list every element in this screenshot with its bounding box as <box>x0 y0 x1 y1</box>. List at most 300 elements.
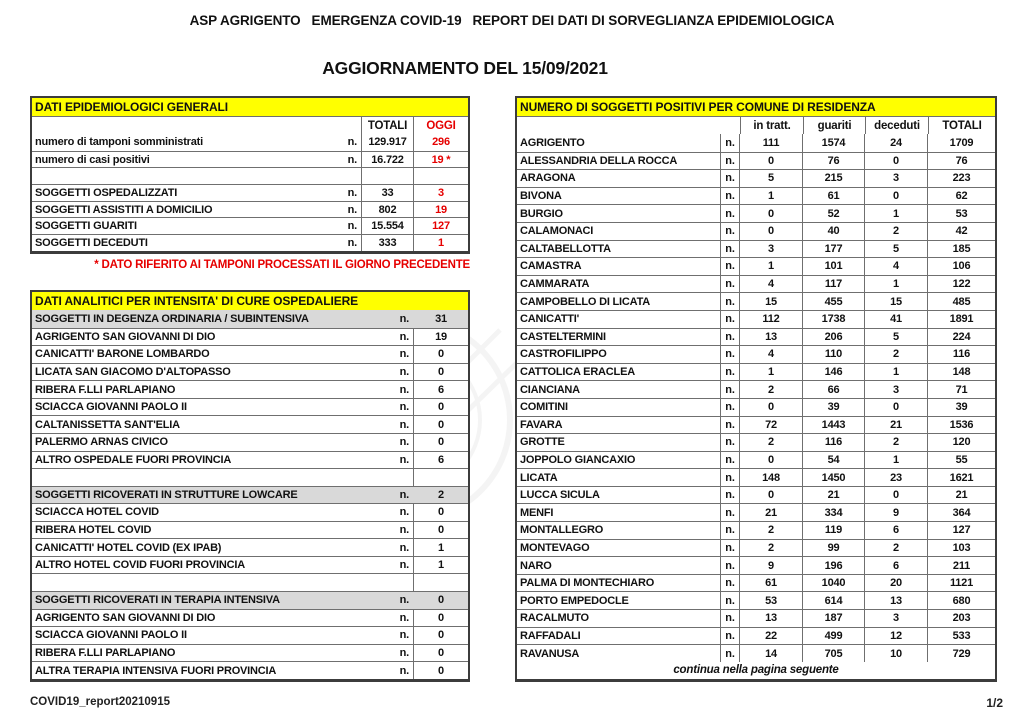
deceduti-value: 0 <box>864 487 927 504</box>
comune-row <box>517 416 995 434</box>
count-value <box>413 469 468 486</box>
guariti-value: 76 <box>802 153 864 170</box>
row-label-cell <box>32 662 413 679</box>
comune-name: PORTO EMPEDOCLE <box>520 594 629 607</box>
care-row <box>32 661 468 679</box>
guariti-value: 39 <box>802 399 864 416</box>
row-label-cell <box>32 645 413 662</box>
section-header-row <box>32 310 468 328</box>
in-tratt-value: 15 <box>739 293 802 310</box>
row-label: numero di tamponi somministrati <box>35 136 203 149</box>
comune-name: CIANCIANA <box>520 383 580 396</box>
totali-value: 127 <box>927 522 995 539</box>
deceduti-value: 9 <box>864 504 927 521</box>
care-intensity-table <box>30 290 470 682</box>
care-row <box>32 556 468 574</box>
general-data-table <box>30 96 470 254</box>
row-label-cell <box>32 168 361 184</box>
unit-label: n. <box>399 383 409 396</box>
unit-label: n. <box>720 504 739 521</box>
count-value: 0 <box>413 627 468 644</box>
totali-value: 42 <box>927 223 995 240</box>
guariti-value: 499 <box>802 628 864 645</box>
care-row <box>32 521 468 539</box>
column-header-in-tratt: in tratt. <box>740 117 803 134</box>
unit-label: n. <box>720 557 739 574</box>
guariti-value: 101 <box>802 258 864 275</box>
in-tratt-value: 0 <box>739 153 802 170</box>
totali-value: 211 <box>927 557 995 574</box>
row-label-cell <box>32 487 413 504</box>
deceduti-value: 3 <box>864 610 927 627</box>
row-label: ALTRO OSPEDALE FUORI PROVINCIA <box>35 453 232 466</box>
count-value: 0 <box>413 434 468 451</box>
comune-row <box>517 433 995 451</box>
comune-name: MENFI <box>520 506 554 519</box>
deceduti-value: 3 <box>864 381 927 398</box>
count-value <box>413 574 468 591</box>
unit-label: n. <box>347 220 357 233</box>
comune-name: MONTEVAGO <box>520 541 590 554</box>
comune-name: CATTOLICA ERACLEA <box>520 366 635 379</box>
comune-row <box>517 275 995 293</box>
deceduti-value: 20 <box>864 575 927 592</box>
totali-value: 1709 <box>927 134 995 152</box>
unit-label: n. <box>399 594 409 607</box>
row-label-cell <box>32 416 413 433</box>
general-row <box>32 217 468 234</box>
totali-value: 16.722 <box>361 152 413 168</box>
deceduti-value: 1 <box>864 205 927 222</box>
row-label: SCIACCA GIOVANNI PAOLO II <box>35 401 187 414</box>
comune-row <box>517 398 995 416</box>
in-tratt-value: 13 <box>739 610 802 627</box>
totali-value: 333 <box>361 235 413 251</box>
document-name: COVID19_report20210915 <box>30 696 170 708</box>
row-label-cell <box>32 557 413 574</box>
unit-label: n. <box>720 134 739 152</box>
unit-label: n. <box>720 487 739 504</box>
comune-name: GROTTE <box>520 436 565 449</box>
comune-name: CALAMONACI <box>520 225 594 238</box>
row-label-cell <box>32 627 413 644</box>
row-label-cell <box>32 218 361 234</box>
totali-value <box>361 168 413 184</box>
guariti-value: 705 <box>802 645 864 662</box>
unit-label: n. <box>399 646 409 659</box>
deceduti-value: 2 <box>864 540 927 557</box>
general-row <box>32 234 468 251</box>
totali-value: 1121 <box>927 575 995 592</box>
comuni-table-title-row <box>517 98 995 116</box>
count-value: 0 <box>413 504 468 521</box>
count-value: 0 <box>413 522 468 539</box>
row-label: CANICATTI' BARONE LOMBARDO <box>35 348 210 361</box>
totali-value: 76 <box>927 153 995 170</box>
comune-row <box>517 503 995 521</box>
unit-label: n. <box>720 153 739 170</box>
column-header-guariti: guariti <box>803 117 865 134</box>
deceduti-value: 15 <box>864 293 927 310</box>
guariti-value: 215 <box>802 170 864 187</box>
unit-label: n. <box>399 365 409 378</box>
totali-value: 680 <box>927 592 995 609</box>
unit-label: n. <box>720 170 739 187</box>
unit-label: n. <box>720 575 739 592</box>
comune-row <box>517 204 995 222</box>
count-value: 0 <box>413 610 468 627</box>
row-label: SCIACCA GIOVANNI PAOLO II <box>35 629 187 642</box>
deceduti-value: 21 <box>864 417 927 434</box>
unit-label: n. <box>399 506 409 519</box>
unit-label: n. <box>347 186 357 199</box>
totali-value: 15.554 <box>361 218 413 234</box>
guariti-value: 1574 <box>802 134 864 152</box>
totali-value: 106 <box>927 258 995 275</box>
unit-label: n. <box>720 522 739 539</box>
comuni-table-title: NUMERO DI SOGGETTI POSITIVI PER COMUNE DI RESIDENZA <box>520 100 876 114</box>
totali-value: 223 <box>927 170 995 187</box>
totali-value: 485 <box>927 293 995 310</box>
care-row <box>32 433 468 451</box>
deceduti-value: 0 <box>864 188 927 205</box>
in-tratt-value: 3 <box>739 241 802 258</box>
comune-name: ARAGONA <box>520 172 576 185</box>
comune-name: CAMASTRA <box>520 260 582 273</box>
in-tratt-value: 1 <box>739 364 802 381</box>
care-row <box>32 415 468 433</box>
in-tratt-value: 2 <box>739 434 802 451</box>
unit-label: n. <box>720 592 739 609</box>
unit-label: n. <box>399 453 409 466</box>
count-value: 0 <box>438 594 444 607</box>
comune-row <box>517 134 995 152</box>
general-table-title-row <box>32 98 468 116</box>
row-label: RIBERA F.LLI PARLAPIANO <box>35 383 176 396</box>
unit-label: n. <box>720 645 739 662</box>
row-label: SOGGETTI ASSISTITI A DOMICILIO <box>35 203 213 216</box>
continua-note: continua nella pagina seguente <box>673 664 839 677</box>
row-label: ALTRA TERAPIA INTENSIVA FUORI PROVINCIA <box>35 664 277 677</box>
comune-row <box>517 152 995 170</box>
unit-label: n. <box>399 629 409 642</box>
comune-row <box>517 574 995 592</box>
row-label-cell <box>32 574 413 591</box>
count-value: 6 <box>413 452 468 469</box>
column-header-oggi: OGGI <box>413 117 468 134</box>
care-row <box>32 345 468 363</box>
deceduti-value: 2 <box>864 223 927 240</box>
deceduti-value: 23 <box>864 469 927 486</box>
comune-name: JOPPOLO GIANCAXIO <box>520 453 636 466</box>
deceduti-value: 0 <box>864 399 927 416</box>
unit-label: n. <box>347 153 357 166</box>
care-row <box>32 451 468 469</box>
unit-label: n. <box>399 401 409 414</box>
row-label-cell <box>32 469 413 486</box>
unit-label: n. <box>399 348 409 361</box>
in-tratt-value: 2 <box>739 540 802 557</box>
guariti-value: 61 <box>802 188 864 205</box>
in-tratt-value: 0 <box>739 452 802 469</box>
row-label: AGRIGENTO SAN GIOVANNI DI DIO <box>35 330 216 343</box>
deceduti-value: 2 <box>864 434 927 451</box>
guariti-value: 40 <box>802 223 864 240</box>
comune-row <box>517 451 995 469</box>
care-row <box>32 468 468 486</box>
in-tratt-value: 22 <box>739 628 802 645</box>
totali-value: 55 <box>927 452 995 469</box>
totali-value: 1891 <box>927 311 995 328</box>
totali-value: 53 <box>927 205 995 222</box>
row-label-cell <box>32 504 413 521</box>
in-tratt-value: 0 <box>739 205 802 222</box>
row-label: ALTRO HOTEL COVID FUORI PROVINCIA <box>35 559 245 572</box>
unit-label: n. <box>720 610 739 627</box>
deceduti-value: 1 <box>864 276 927 293</box>
count-value: 0 <box>413 346 468 363</box>
row-label: SOGGETTI RICOVERATI IN STRUTTURE LOWCARE <box>35 488 298 501</box>
unit-label: n. <box>720 329 739 346</box>
care-row <box>32 398 468 416</box>
totali-value: 533 <box>927 628 995 645</box>
comune-row <box>517 644 995 662</box>
count-value: 31 <box>435 312 447 325</box>
column-header-deceduti: deceduti <box>865 117 928 134</box>
deceduti-value: 24 <box>864 134 927 152</box>
count-value: 6 <box>413 381 468 398</box>
comune-name: RAFFADALI <box>520 629 581 642</box>
care-row <box>32 609 468 627</box>
guariti-value: 54 <box>802 452 864 469</box>
deceduti-value: 0 <box>864 153 927 170</box>
deceduti-value: 6 <box>864 522 927 539</box>
comuni-table-header-row <box>517 116 995 134</box>
care-row <box>32 626 468 644</box>
row-label-cell <box>32 399 413 416</box>
in-tratt-value: 9 <box>739 557 802 574</box>
in-tratt-value: 111 <box>739 134 802 152</box>
unit-label: n. <box>399 436 409 449</box>
comune-row <box>517 169 995 187</box>
in-tratt-value: 21 <box>739 504 802 521</box>
totali-value: 122 <box>927 276 995 293</box>
care-table-title: DATI ANALITICI PER INTENSITA' DI CURE OSPEDALIERE <box>35 294 359 308</box>
oggi-value: 19 <box>413 202 468 218</box>
row-label-cell <box>32 202 361 218</box>
comune-row <box>517 591 995 609</box>
comune-name: AGRIGENTO <box>520 136 585 149</box>
oggi-value: 3 <box>413 185 468 201</box>
comune-row <box>517 363 995 381</box>
in-tratt-value: 0 <box>739 487 802 504</box>
row-label: SOGGETTI DECEDUTI <box>35 236 148 249</box>
section-header-row <box>32 591 468 609</box>
general-row <box>32 151 468 168</box>
deceduti-value: 6 <box>864 557 927 574</box>
unit-label: n. <box>720 452 739 469</box>
in-tratt-value: 2 <box>739 381 802 398</box>
unit-label: n. <box>720 434 739 451</box>
comune-name: RACALMUTO <box>520 612 589 625</box>
care-row <box>32 573 468 591</box>
guariti-value: 196 <box>802 557 864 574</box>
comune-name: ALESSANDRIA DELLA ROCCA <box>520 154 678 167</box>
row-label-cell <box>32 134 361 151</box>
row-label-cell <box>32 235 361 251</box>
comune-name: RAVANUSA <box>520 647 580 660</box>
row-label: SCIACCA HOTEL COVID <box>35 506 159 519</box>
oggi-value: 296 <box>413 134 468 151</box>
general-table-title: DATI EPIDEMIOLOGICI GENERALI <box>35 100 228 114</box>
totali-value: 802 <box>361 202 413 218</box>
guariti-value: 21 <box>802 487 864 504</box>
care-row <box>32 644 468 662</box>
row-label: SOGGETTI OSPEDALIZZATI <box>35 186 178 199</box>
comune-name: CASTELTERMINI <box>520 330 606 343</box>
row-label-cell <box>32 185 361 201</box>
unit-label: n. <box>347 203 357 216</box>
comune-name: LICATA <box>520 471 558 484</box>
unit-label: n. <box>720 381 739 398</box>
footnote: * DATO RIFERITO AI TAMPONI PROCESSATI IL GIORNO PRECEDENTE <box>94 259 470 271</box>
unit-label: n. <box>399 559 409 572</box>
guariti-value: 334 <box>802 504 864 521</box>
unit-label: n. <box>399 611 409 624</box>
general-row <box>32 167 468 184</box>
unit-label: n. <box>720 628 739 645</box>
totali-value: 729 <box>927 645 995 662</box>
care-row <box>32 538 468 556</box>
in-tratt-value: 72 <box>739 417 802 434</box>
care-table-title-row <box>32 292 468 310</box>
guariti-value: 117 <box>802 276 864 293</box>
general-table-header-row <box>32 116 468 134</box>
comune-name: BIVONA <box>520 190 562 203</box>
in-tratt-value: 61 <box>739 575 802 592</box>
totali-value: 103 <box>927 540 995 557</box>
deceduti-value: 13 <box>864 592 927 609</box>
in-tratt-value: 1 <box>739 258 802 275</box>
comune-row <box>517 292 995 310</box>
deceduti-value: 5 <box>864 329 927 346</box>
guariti-value: 1738 <box>802 311 864 328</box>
unit-label: n. <box>399 418 409 431</box>
row-label-cell <box>32 452 413 469</box>
oggi-value <box>413 168 468 184</box>
in-tratt-value: 112 <box>739 311 802 328</box>
in-tratt-value: 2 <box>739 522 802 539</box>
guariti-value: 1450 <box>802 469 864 486</box>
comune-name: PALMA DI MONTECHIARO <box>520 577 655 590</box>
unit-label: n. <box>347 236 357 249</box>
in-tratt-value: 13 <box>739 329 802 346</box>
guariti-value: 110 <box>802 346 864 363</box>
comune-name: CANICATTI' <box>520 313 580 326</box>
unit-label: n. <box>720 417 739 434</box>
guariti-value: 455 <box>802 293 864 310</box>
comune-row <box>517 627 995 645</box>
unit-label: n. <box>720 276 739 293</box>
in-tratt-value: 53 <box>739 592 802 609</box>
guariti-value: 116 <box>802 434 864 451</box>
row-label-cell <box>32 364 413 381</box>
general-row <box>32 134 468 151</box>
row-label-cell <box>32 152 361 168</box>
unit-label: n. <box>720 188 739 205</box>
oggi-value: 127 <box>413 218 468 234</box>
page-number: 1/2 <box>986 696 1003 710</box>
unit-label: n. <box>399 312 409 325</box>
comune-row <box>517 556 995 574</box>
in-tratt-value: 4 <box>739 276 802 293</box>
oggi-value: 19 * <box>413 152 468 168</box>
guariti-value: 177 <box>802 241 864 258</box>
unit-label: n. <box>399 541 409 554</box>
unit-label: n. <box>720 205 739 222</box>
row-label: SOGGETTI GUARITI <box>35 220 137 233</box>
comune-row <box>517 222 995 240</box>
count-value: 0 <box>413 662 468 679</box>
guariti-value: 66 <box>802 381 864 398</box>
comune-name: FAVARA <box>520 418 563 431</box>
guariti-value: 146 <box>802 364 864 381</box>
row-label-cell <box>32 522 413 539</box>
deceduti-value: 3 <box>864 170 927 187</box>
comune-name: CAMMARATA <box>520 278 590 291</box>
comune-name: CAMPOBELLO DI LICATA <box>520 295 651 308</box>
comune-name: MONTALLEGRO <box>520 524 604 537</box>
row-label-cell <box>32 610 413 627</box>
deceduti-value: 12 <box>864 628 927 645</box>
deceduti-value: 5 <box>864 241 927 258</box>
row-label-cell <box>32 434 413 451</box>
count-value: 1 <box>413 539 468 556</box>
row-label: CANICATTI' HOTEL COVID (EX IPAB) <box>35 541 222 554</box>
comune-name: LUCCA SICULA <box>520 489 600 502</box>
guariti-value: 187 <box>802 610 864 627</box>
comune-row <box>517 310 995 328</box>
comune-row <box>517 240 995 258</box>
comune-name: COMITINI <box>520 401 568 414</box>
comune-row <box>517 380 995 398</box>
totali-value: 33 <box>361 185 413 201</box>
comune-row <box>517 468 995 486</box>
row-label-cell <box>32 346 413 363</box>
unit-label: n. <box>399 488 409 501</box>
unit-label: n. <box>720 311 739 328</box>
comune-row <box>517 257 995 275</box>
count-value: 0 <box>413 399 468 416</box>
comune-row <box>517 539 995 557</box>
care-row <box>32 328 468 346</box>
in-tratt-value: 0 <box>739 223 802 240</box>
comune-row <box>517 521 995 539</box>
guariti-value: 206 <box>802 329 864 346</box>
totali-value: 1621 <box>927 469 995 486</box>
count-value: 19 <box>413 329 468 346</box>
unit-label: n. <box>720 364 739 381</box>
unit-label: n. <box>720 241 739 258</box>
row-label-cell <box>32 381 413 398</box>
totali-value: 120 <box>927 434 995 451</box>
totali-value: 129.917 <box>361 134 413 151</box>
in-tratt-value: 4 <box>739 346 802 363</box>
in-tratt-value: 148 <box>739 469 802 486</box>
in-tratt-value: 1 <box>739 188 802 205</box>
guariti-value: 52 <box>802 205 864 222</box>
oggi-value: 1 <box>413 235 468 251</box>
